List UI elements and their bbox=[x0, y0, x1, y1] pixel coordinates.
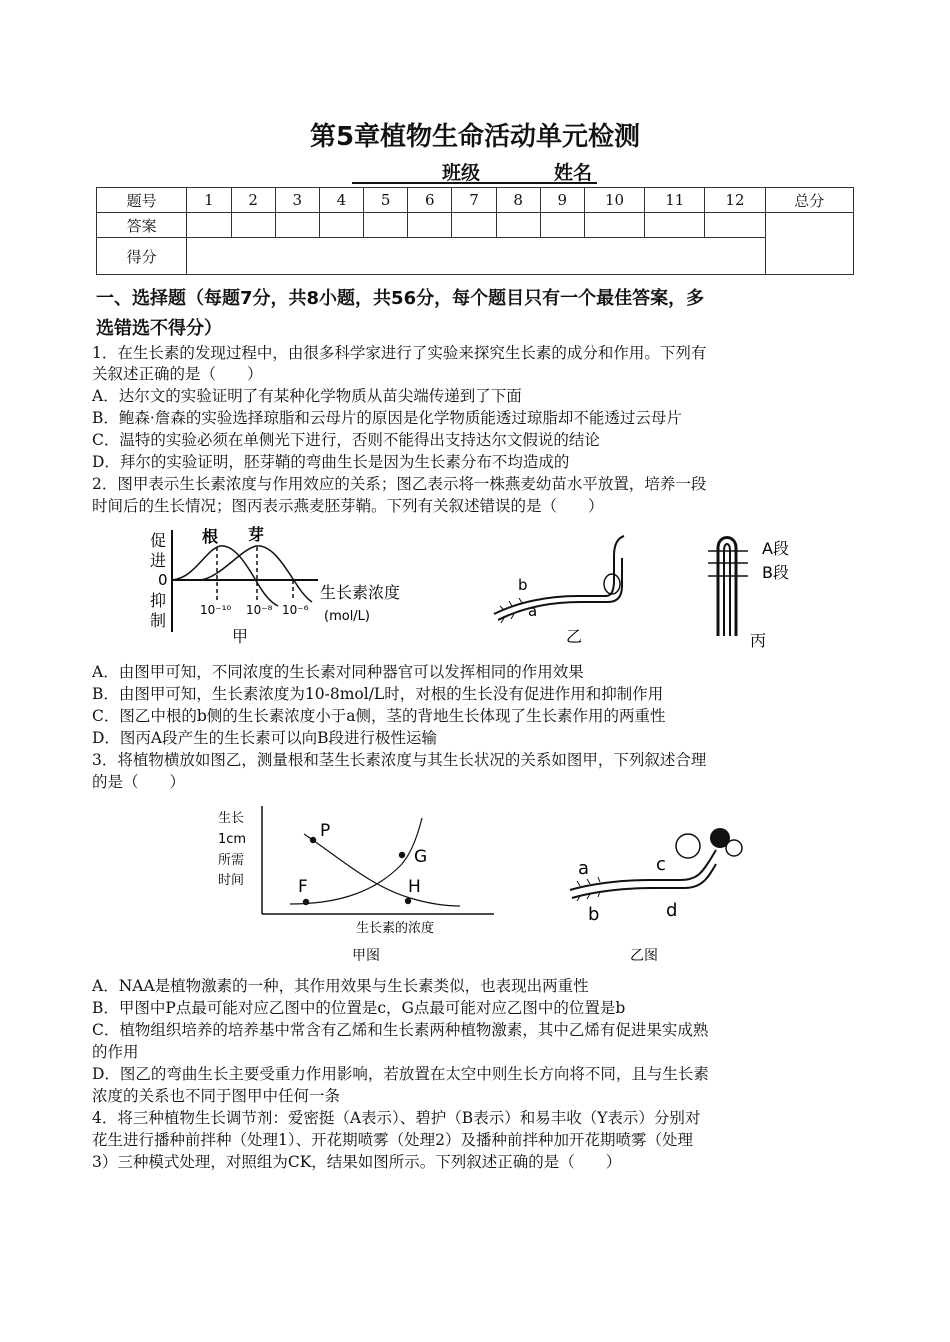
caption-bing: 丙 bbox=[750, 631, 767, 650]
q1-stem: 关叙述正确的是（ ） bbox=[92, 365, 263, 383]
name-label: 姓名 bbox=[554, 162, 593, 184]
label-inhibit: 制 bbox=[150, 611, 167, 630]
q2-stem: 时间后的生长情况；图丙表示燕麦胚芽鞘。下列有关叙述错误的是（ ） bbox=[92, 497, 604, 515]
answer-cell[interactable] bbox=[275, 213, 319, 238]
answer-cell[interactable] bbox=[452, 213, 496, 238]
label-p: P bbox=[320, 821, 331, 841]
question-number: 12 bbox=[705, 188, 765, 213]
question-number: 4 bbox=[319, 188, 363, 213]
q2-figure-bing bbox=[700, 526, 840, 652]
q3-stem: 的是（ ） bbox=[92, 773, 186, 791]
x-axis-label: 生长素的浓度 bbox=[356, 921, 435, 936]
q4-stem: 花生进行播种前拌种（处理1）、开花期喷雾（处理2）及播种前拌种加开花期喷雾（处理 bbox=[92, 1131, 693, 1149]
segment-a-label: A段 bbox=[762, 539, 789, 558]
point-f bbox=[303, 899, 309, 905]
answer-cell[interactable] bbox=[408, 213, 452, 238]
label-a: a bbox=[578, 858, 590, 879]
question-number: 6 bbox=[408, 188, 452, 213]
answer-cell[interactable] bbox=[231, 213, 275, 238]
q3-option-c: 的作用 bbox=[92, 1043, 139, 1061]
answer-cell[interactable] bbox=[364, 213, 408, 238]
y-axis-label: 1cm bbox=[218, 832, 247, 847]
caption-jia: 甲 bbox=[232, 627, 249, 646]
root-curve bbox=[172, 546, 278, 606]
row-header-answer: 答案 bbox=[97, 213, 187, 238]
q3-figure-yi bbox=[560, 820, 760, 968]
label-d: d bbox=[666, 900, 678, 921]
root-hairs bbox=[577, 877, 600, 901]
q2-figure-jia bbox=[140, 522, 440, 652]
answer-cell[interactable] bbox=[645, 213, 705, 238]
label-h: H bbox=[408, 877, 421, 897]
segment-b-label: B段 bbox=[762, 563, 789, 582]
score-cell[interactable] bbox=[187, 238, 765, 275]
row-header-score: 得分 bbox=[97, 238, 187, 275]
curve-f-g bbox=[290, 818, 422, 904]
row-header-number: 题号 bbox=[97, 188, 187, 213]
q4-stem: 4．将三种植物生长调节剂：爱密挺（A表示）、碧护（B表示）和易丰收（Y表示）分别对 bbox=[92, 1109, 701, 1127]
q2-option-b: B．由图甲可知，生长素浓度为10-8mol/L时，对根的生长没有促进作用和抑制作用 bbox=[92, 685, 664, 703]
caption-jia-tu: 甲图 bbox=[352, 948, 380, 964]
label-bud: 芽 bbox=[248, 525, 265, 544]
leaf-icon bbox=[676, 834, 700, 858]
q3-option-b: B．甲图中P点最可能对应乙图中的位置是c，G点最可能对应乙图中的位置是b bbox=[92, 999, 626, 1017]
label-root: 根 bbox=[202, 527, 219, 546]
point-p bbox=[310, 837, 316, 843]
question-number: 7 bbox=[452, 188, 496, 213]
answer-cell[interactable] bbox=[584, 213, 644, 238]
total-score-header: 总分 bbox=[765, 188, 853, 213]
answer-cell[interactable] bbox=[187, 213, 231, 238]
label-zero: 0 bbox=[158, 571, 168, 589]
label-a: a bbox=[528, 602, 538, 620]
y-axis-label: 时间 bbox=[218, 873, 245, 888]
seedling-outline bbox=[498, 558, 622, 620]
q2-stem: 2．图甲表示生长素浓度与作用效应的关系；图乙表示将一株燕麦幼苗水平放置，培养一段 bbox=[92, 475, 707, 493]
tick-label: 10⁻⁸ bbox=[246, 603, 273, 617]
class-label: 班级 bbox=[442, 162, 481, 184]
point-h bbox=[405, 898, 411, 904]
section-heading-line2: 选错选不得分） bbox=[96, 318, 222, 339]
question-number: 9 bbox=[540, 188, 584, 213]
label-f: F bbox=[298, 877, 308, 897]
leaf-icon bbox=[726, 840, 742, 856]
q4-stem: 3）三种模式处理，对照组为CK，结果如图所示。下列叙述正确的是（ ） bbox=[92, 1153, 622, 1171]
answer-cell[interactable] bbox=[540, 213, 584, 238]
label-g: G bbox=[414, 847, 428, 867]
tick-label: 10⁻¹⁰ bbox=[200, 603, 232, 617]
q3-figure-jia bbox=[210, 800, 500, 968]
q2-option-c: C．图乙中根的b侧的生长素浓度小于a侧，茎的背地生长体现了生长素作用的两重性 bbox=[92, 707, 666, 725]
q1-option-a: A．达尔文的实验证明了有某种化学物质从苗尖端传递到了下面 bbox=[92, 387, 522, 405]
question-number: 11 bbox=[645, 188, 705, 213]
q2-figure-yi bbox=[488, 530, 638, 652]
q2-option-a: A．由图甲可知，不同浓度的生长素对同种器官可以发挥相同的作用效果 bbox=[92, 663, 584, 681]
section-heading-line1: 一、选择题（每题7分，共8小题，共56分，每个题目只有一个最佳答案，多 bbox=[96, 288, 705, 309]
question-number: 2 bbox=[231, 188, 275, 213]
answer-cell[interactable] bbox=[705, 213, 765, 238]
point-g bbox=[399, 852, 405, 858]
q1-option-b: B．鲍森·詹森的实验选择琼脂和云母片的原因是化学物质能透过琼脂却不能透过云母片 bbox=[92, 409, 682, 427]
label-b: b bbox=[518, 576, 528, 594]
unit-label: (mol/L) bbox=[324, 609, 370, 624]
q2-option-d: D．图丙A段产生的生长素可以向B段进行极性运输 bbox=[92, 729, 438, 747]
label-promote: 促 bbox=[150, 531, 167, 550]
coleoptile-outer bbox=[718, 538, 736, 637]
page-title: 第5章植物生命活动单元检测 bbox=[309, 122, 641, 152]
q3-stem: 3．将植物横放如图乙，测量根和茎生长素浓度与其生长状况的关系如图甲，下列叙述合理 bbox=[92, 751, 707, 769]
question-number: 3 bbox=[275, 188, 319, 213]
caption-yi: 乙 bbox=[566, 627, 583, 646]
y-axis-label: 生长 bbox=[218, 811, 245, 826]
total-score-cell[interactable] bbox=[765, 213, 853, 275]
y-axis-label: 所需 bbox=[218, 853, 245, 868]
tick-label: 10⁻⁶ bbox=[282, 603, 309, 617]
q1-option-c: C．温特的实验必须在单侧光下进行，否则不能得出支持达尔文假说的结论 bbox=[92, 431, 600, 449]
class-name-line bbox=[352, 158, 597, 184]
q3-option-a: A．NAA是植物激素的一种，其作用效果与生长素类似，也表现出两重性 bbox=[92, 977, 589, 995]
question-number: 1 bbox=[187, 188, 231, 213]
curve-p-h bbox=[304, 834, 460, 906]
q3-option-d: 浓度的关系也不同于图甲中任何一条 bbox=[92, 1087, 341, 1105]
q1-option-d: D．拜尔的实验证明，胚芽鞘的弯曲生长是因为生长素分布不均造成的 bbox=[92, 453, 570, 471]
label-b: b bbox=[588, 904, 600, 925]
q1-stem: 1．在生长素的发现过程中，由很多科学家进行了实验来探究生长素的成分和作用。下列有 bbox=[92, 344, 707, 362]
question-number: 8 bbox=[496, 188, 540, 213]
answer-cell[interactable] bbox=[319, 213, 363, 238]
answer-table bbox=[96, 187, 854, 275]
x-axis-label: 生长素浓度 bbox=[320, 583, 401, 602]
q3-option-d: D．图乙的弯曲生长主要受重力作用影响，若放置在太空中则生长方向将不同，且与生长素 bbox=[92, 1065, 709, 1083]
caption-yi-tu: 乙图 bbox=[630, 948, 658, 964]
question-number: 10 bbox=[584, 188, 644, 213]
q3-option-c: C．植物组织培养的培养基中常含有乙烯和生长素两种植物激素，其中乙烯有促进果实成熟 bbox=[92, 1021, 709, 1039]
coleoptile-inner bbox=[724, 544, 730, 636]
question-number: 5 bbox=[364, 188, 408, 213]
answer-cell[interactable] bbox=[496, 213, 540, 238]
label-promote: 进 bbox=[150, 551, 167, 570]
label-c: c bbox=[656, 854, 666, 875]
label-inhibit: 抑 bbox=[150, 591, 167, 610]
